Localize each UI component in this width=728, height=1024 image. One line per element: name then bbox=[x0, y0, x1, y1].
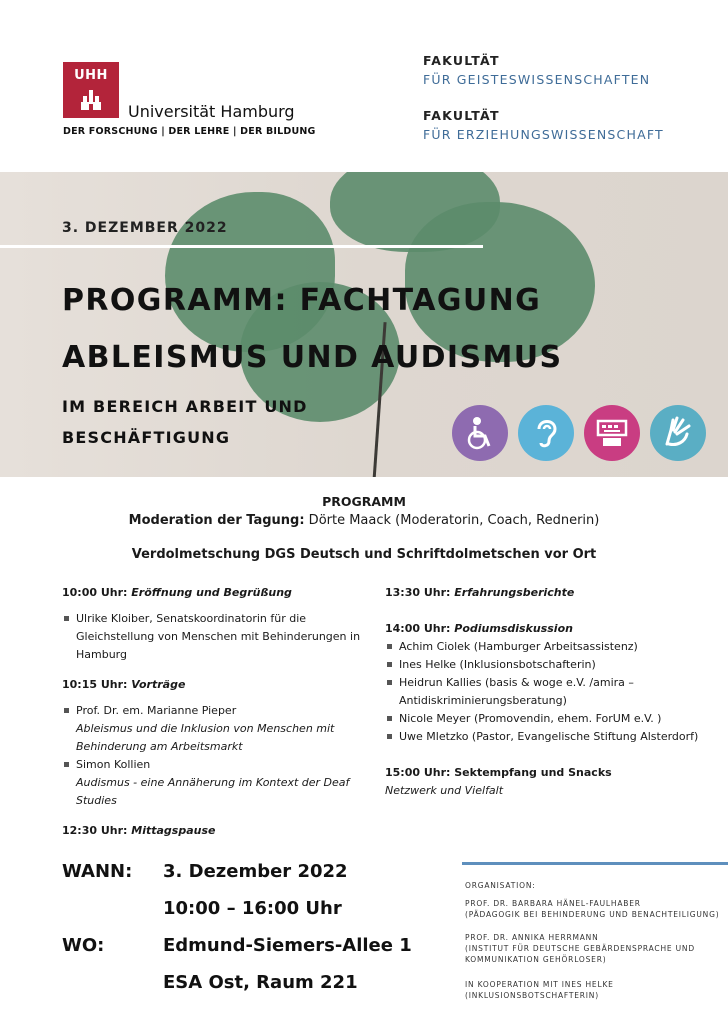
list-item bbox=[385, 674, 715, 710]
session-subtitle: Netzwerk und Vielfalt bbox=[385, 784, 504, 797]
where-room: ESA Ost, Raum 221 bbox=[163, 972, 358, 993]
session-lunch bbox=[62, 822, 382, 840]
keyboard-icon bbox=[584, 405, 640, 461]
panelist-line: Heidrun Kallies (basis & woge e.V. /amira – bbox=[399, 676, 634, 689]
university-name: Universität Hamburg bbox=[128, 102, 295, 121]
program-heading: PROGRAMM bbox=[322, 494, 406, 509]
session-time: 13:30 Uhr: bbox=[385, 586, 455, 599]
moderation-value: Dörte Maack (Moderatorin, Coach, Rednerin) bbox=[304, 513, 600, 528]
list-item: Ines Helke (Inklusionsbotschafterin) bbox=[385, 656, 715, 674]
speaker-line: Gleichstellung von Menschen mit Behinderungen in bbox=[76, 630, 361, 643]
wheelchair-icon bbox=[452, 405, 508, 461]
ear-icon bbox=[518, 405, 574, 461]
session-panel bbox=[385, 620, 715, 638]
organiser-affiliation: (INKLUSIONSBOTSCHAFTERIN) bbox=[465, 991, 599, 1000]
talk-title: Audismus - eine Annäherung im Kontext der Deaf Studies bbox=[76, 776, 350, 807]
faculty1-label: FAKULTÄT bbox=[423, 53, 500, 68]
speaker-line: Hamburg bbox=[76, 648, 127, 661]
list-item: Achim Ciolek (Hamburger Arbeitsassistenz) bbox=[385, 638, 715, 656]
sign-language-icon bbox=[650, 405, 706, 461]
when-label: WANN: bbox=[62, 861, 133, 882]
session-title: Podiumsdiskussion bbox=[454, 622, 573, 635]
session-title: Erfahrungsberichte bbox=[454, 586, 575, 599]
organiser-3 bbox=[465, 979, 614, 1001]
program-right-column bbox=[385, 584, 715, 800]
session-reception: 15:00 Uhr: Sektempfang und Snacks bbox=[385, 766, 612, 779]
session-reports bbox=[385, 584, 715, 602]
event-date: 3. DEZEMBER 2022 bbox=[62, 220, 228, 236]
speaker-name: Simon Kollien bbox=[76, 758, 151, 771]
list-item: Nicole Meyer (Promovendin, ehem. ForUM e.V. ) bbox=[385, 710, 715, 728]
organisation-divider bbox=[462, 862, 728, 865]
when-time: 10:00 – 16:00 Uhr bbox=[163, 898, 342, 919]
session-time: 10:00 Uhr: bbox=[62, 586, 132, 599]
moderation bbox=[0, 513, 728, 528]
session-time: 10:15 Uhr: bbox=[62, 678, 132, 691]
session-title: Mittagspause bbox=[131, 824, 216, 837]
speaker-name: Prof. Dr. em. Marianne Pieper bbox=[76, 704, 237, 717]
subtitle-line1: IM BEREICH ARBEIT UND bbox=[62, 397, 308, 416]
title-line1: PROGRAMM: FACHTAGUNG bbox=[62, 283, 542, 318]
hamburg-castle-icon bbox=[81, 88, 101, 110]
when-date: 3. Dezember 2022 bbox=[163, 861, 348, 882]
organiser-affiliation: KOMMUNIKATION GEHÖRLOSER) bbox=[465, 955, 607, 964]
list-item bbox=[62, 702, 382, 756]
list-item bbox=[62, 610, 382, 664]
organisation-heading: ORGANISATION: bbox=[465, 881, 536, 890]
organiser-affiliation: (PÄDAGOGIK BEI BEHINDERUNG UND BENACHTEILIGUNG) bbox=[465, 910, 720, 919]
organiser-name: PROF. DR. BARBARA HÄNEL-FAULHABER bbox=[465, 899, 641, 908]
faculty1-name: FÜR GEISTESWISSENSCHAFTEN bbox=[423, 72, 651, 87]
faculty2-name: FÜR ERZIEHUNGSWISSENSCHAFT bbox=[423, 127, 664, 142]
leaf-shape bbox=[405, 202, 595, 362]
where-label: WO: bbox=[62, 935, 105, 956]
uhh-logo bbox=[63, 62, 119, 118]
session-title: Eröffnung und Begrüßung bbox=[131, 586, 292, 599]
session-opening bbox=[62, 584, 382, 602]
organiser-name: IN KOOPERATION MIT INES HELKE bbox=[465, 980, 614, 989]
program-left-column bbox=[62, 584, 382, 840]
list-item bbox=[62, 756, 382, 810]
panelist-line: Antidiskriminierungsberatung) bbox=[399, 694, 567, 707]
moderation-label: Moderation der Tagung: bbox=[128, 513, 305, 528]
organiser-1 bbox=[465, 898, 719, 920]
logo-text: UHH bbox=[74, 68, 108, 83]
organiser-affiliation: (INSTITUT FÜR DEUTSCHE GEBÄRDENSPRACHE UND bbox=[465, 944, 695, 953]
where-street: Edmund-Siemers-Allee 1 bbox=[163, 935, 412, 956]
speaker-line: Ulrike Kloiber, Senatskoordinatorin für die bbox=[76, 612, 307, 625]
talk-title: Ableismus und die Inklusion von Menschen mit bbox=[76, 722, 335, 735]
talk-title: Behinderung am Arbeitsmarkt bbox=[76, 740, 243, 753]
subtitle-line2: BESCHÄFTIGUNG bbox=[62, 428, 231, 447]
university-tagline: DER FORSCHUNG | DER LEHRE | DER BILDUNG bbox=[63, 126, 316, 137]
title-line2: ABLEISMUS UND AUDISMUS bbox=[62, 340, 563, 375]
session-talks bbox=[62, 676, 382, 694]
interpreting-note: Verdolmetschung DGS Deutsch und Schriftdolmetschen vor Ort bbox=[131, 547, 597, 562]
session-time: 14:00 Uhr: bbox=[385, 622, 455, 635]
session-time: 12:30 Uhr: bbox=[62, 824, 132, 837]
session-title: Vorträge bbox=[131, 678, 186, 691]
faculty2-label: FAKULTÄT bbox=[423, 108, 500, 123]
list-item: Uwe Mletzko (Pastor, Evangelische Stiftung Alsterdorf) bbox=[385, 728, 715, 746]
divider bbox=[0, 245, 483, 248]
organiser-2 bbox=[465, 932, 695, 965]
organiser-name: PROF. DR. ANNIKA HERRMANN bbox=[465, 933, 599, 942]
